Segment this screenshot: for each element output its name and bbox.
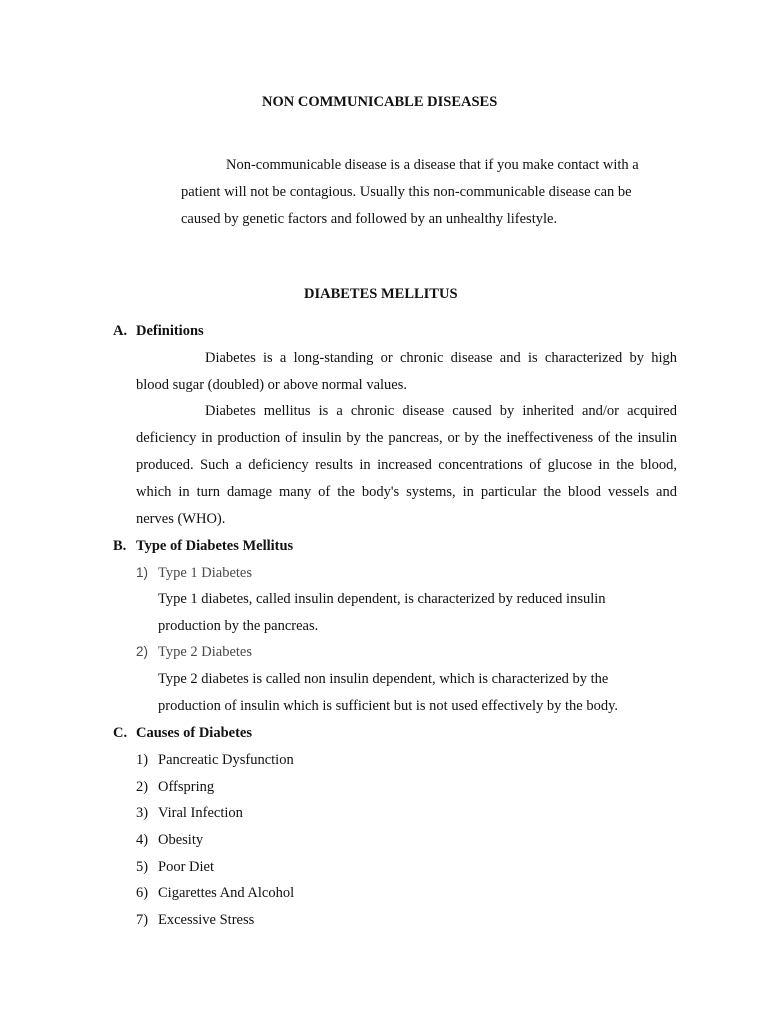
- definition-line: Diabetes is a long-standing or chronic disease and is characterized by high: [205, 350, 677, 366]
- list-number: 6): [136, 885, 149, 901]
- list-item: Obesity: [158, 832, 204, 848]
- list-number: 2): [136, 779, 149, 795]
- list-number: 7): [136, 912, 149, 928]
- list-number: 2): [136, 644, 149, 659]
- list-number: 1): [136, 752, 149, 768]
- intro-line: patient will not be contagious. Usually this non-communicable disease can be: [181, 184, 632, 200]
- list-item: Viral Infection: [158, 805, 243, 821]
- list-item: Offspring: [158, 779, 215, 795]
- section-a-marker: A.: [113, 323, 128, 339]
- section-b-heading: Type of Diabetes Mellitus: [136, 538, 294, 554]
- definition-line: nerves (WHO).: [136, 511, 226, 527]
- section-c-heading: Causes of Diabetes: [136, 725, 252, 741]
- list-item-text: Type 1 diabetes, called insulin dependent, is characterized by reduced insulin: [158, 591, 606, 607]
- list-number: 1): [136, 565, 149, 580]
- list-item-text: Type 2 diabetes is called non insulin dependent, which is characterized by the: [158, 671, 609, 687]
- intro-line: caused by genetic factors and followed by an unhealthy lifestyle.: [181, 211, 558, 227]
- section-a-heading: Definitions: [136, 323, 204, 339]
- list-item-title: Type 2 Diabetes: [158, 644, 253, 660]
- list-item-title: Type 1 Diabetes: [158, 565, 253, 581]
- intro-line: Non-communicable disease is a disease that if you make contact with a: [226, 157, 639, 173]
- section-title: DIABETES MELLITUS: [304, 286, 458, 302]
- list-item: Excessive Stress: [158, 912, 255, 928]
- list-item: Poor Diet: [158, 859, 214, 875]
- list-item: Pancreatic Dysfunction: [158, 752, 294, 768]
- definition-line: Diabetes mellitus is a chronic disease caused by inherited and/or acquired: [205, 403, 677, 419]
- section-c-marker: C.: [113, 725, 128, 741]
- list-item: Cigarettes And Alcohol: [158, 885, 295, 901]
- definition-line: which in turn damage many of the body's systems, in particular the blood vessels and: [136, 484, 677, 500]
- list-number: 5): [136, 859, 149, 875]
- list-item-text: production of insulin which is sufficient but is not used effectively by the body.: [158, 698, 619, 714]
- section-b-marker: B.: [113, 538, 127, 554]
- definition-line: deficiency in production of insulin by the pancreas, or by the ineffectiveness of the insulin: [136, 430, 677, 446]
- list-item-text: production by the pancreas.: [158, 618, 319, 634]
- page-title: NON COMMUNICABLE DISEASES: [262, 94, 498, 110]
- list-number: 4): [136, 832, 149, 848]
- definition-line: produced. Such a deficiency results in increased concentrations of glucose in the blood,: [136, 457, 677, 473]
- list-number: 3): [136, 805, 149, 821]
- definition-line: blood sugar (doubled) or above normal values.: [136, 377, 407, 393]
